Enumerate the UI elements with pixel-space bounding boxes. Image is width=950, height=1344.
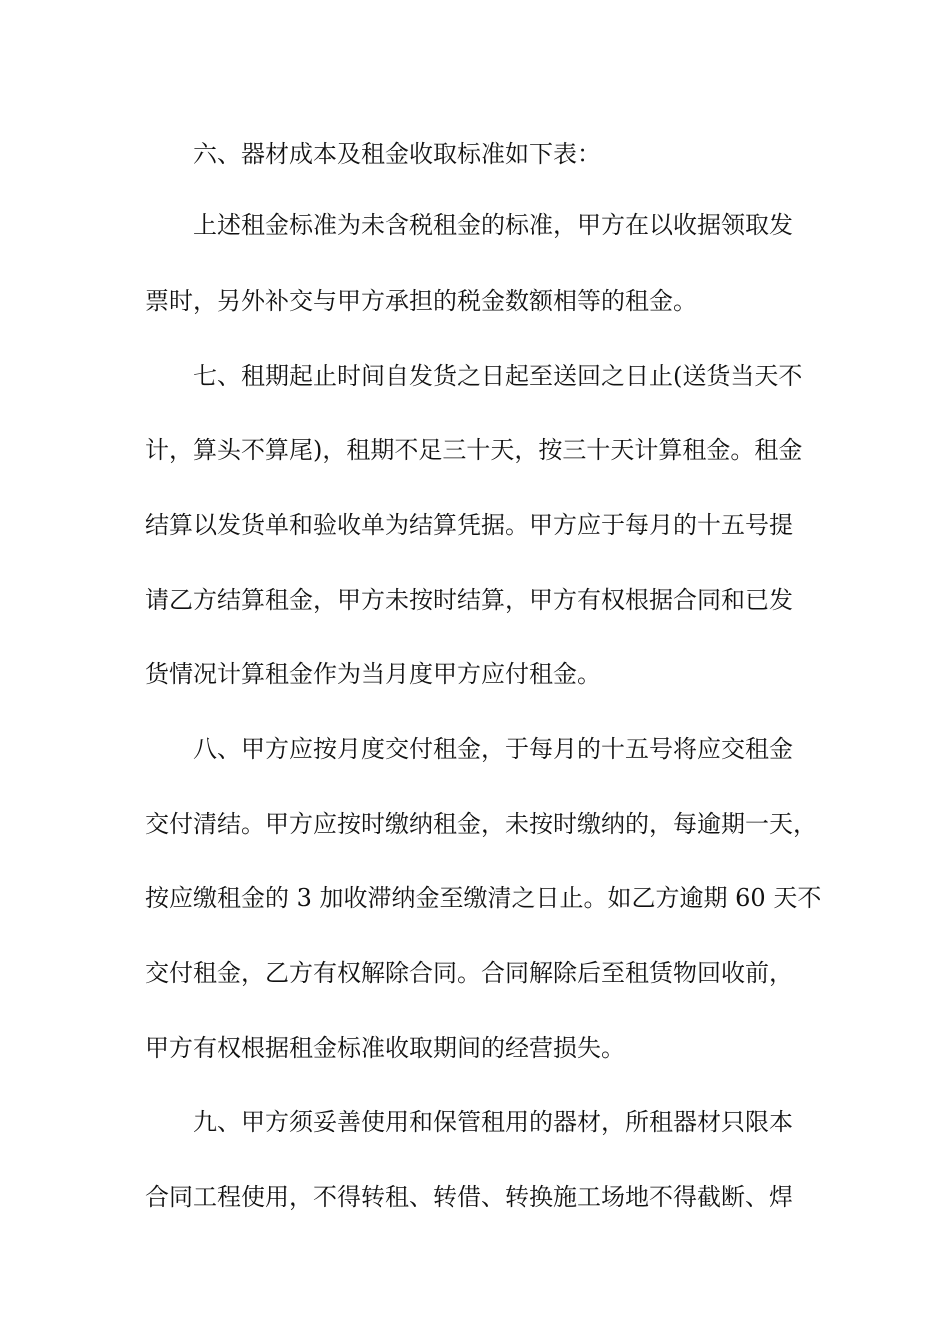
line-text: 票时，另外补交与甲方承担的税金数额相等的租金。 <box>145 287 697 315</box>
line-text: 按应缴租金的 3 加收滞纳金至缴清之日止。如乙方逾期 60 天不 <box>145 884 822 912</box>
line-text: 交付租金，乙方有权解除合同。合同解除后至租赁物回收前， <box>145 959 793 987</box>
line-text: 上述租金标准为未含税租金的标准，甲方在以收据领取发 <box>193 211 793 239</box>
line-text: 合同工程使用，不得转租、转借、转换施工场地不得截断、焊 <box>145 1183 793 1211</box>
line-text: 六、器材成本及租金收取标准如下表： <box>193 140 601 168</box>
line-text: 八、甲方应按月度交付租金，于每月的十五号将应交租金 <box>193 735 793 763</box>
line-text: 结算以发货单和验收单为结算凭据。甲方应于每月的十五号提 <box>145 511 793 539</box>
line-text: 计，算头不算尾)，租期不足三十天，按三十天计算租金。租金 <box>145 436 803 464</box>
line-text: 九、甲方须妥善使用和保管租用的器材，所租器材只限本 <box>193 1108 793 1136</box>
line-text: 七、租期起止时间自发货之日起至送回之日止(送货当天不 <box>193 362 803 390</box>
line-text: 甲方有权根据租金标准收取期间的经营损失。 <box>145 1034 625 1062</box>
line-text: 交付清结。甲方应按时缴纳租金，未按时缴纳的，每逾期一天， <box>145 810 817 838</box>
line-text: 货情况计算租金作为当月度甲方应付租金。 <box>145 660 601 688</box>
line-text: 请乙方结算租金，甲方未按时结算，甲方有权根据合同和已发 <box>145 586 793 614</box>
